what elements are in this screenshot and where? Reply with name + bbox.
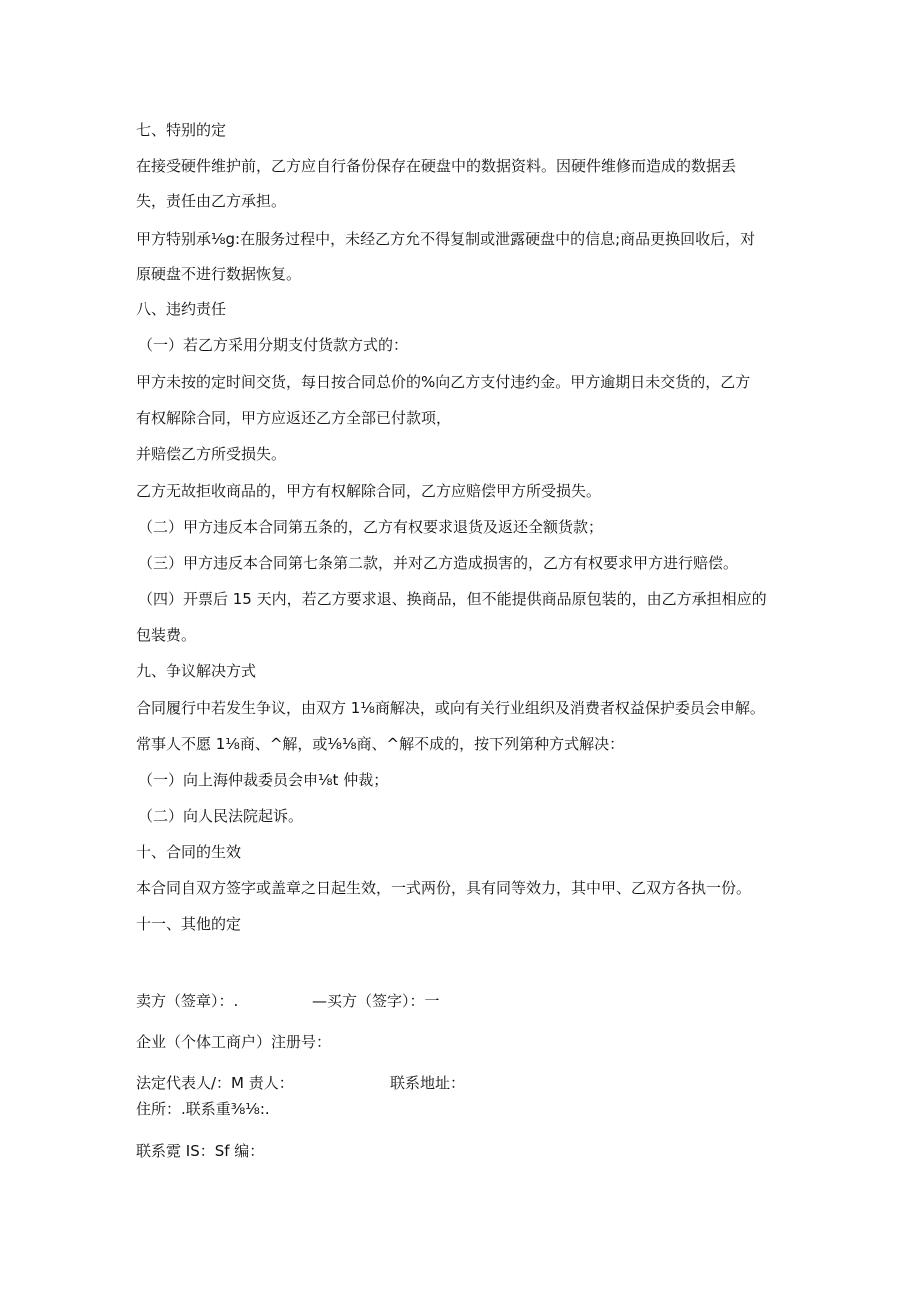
contact-address-label: 联系地址： <box>390 1074 466 1092</box>
paragraph-line: 有权解除合同，甲方应返还乙方全部已付款项， <box>136 409 452 427</box>
paragraph-line: 包装费。 <box>136 626 197 644</box>
contact-postcode-label: 联系霓 IS：Sf 编： <box>136 1142 265 1160</box>
seller-signature-label: 卖方（签章）：. <box>136 992 239 1010</box>
paragraph-line: 本合同自双方签字或盖章之日起生效，一式两份，具有同等效力，其中甲、乙双方各执一份。 <box>136 879 752 897</box>
section-heading-breach: 八、违约责任 <box>136 300 227 318</box>
clause-item: （二）甲方违反本合同第五条的，乙方有权要求退货及返还全额货款； <box>138 518 604 536</box>
section-heading-effect: 十、合同的生效 <box>136 843 242 861</box>
paragraph-line: 甲方特别承⅛g:在服务过程中，未经乙方允不得复制或泄露硬盘中的信息;商品更换回收后，对 <box>136 230 756 248</box>
paragraph-line: 原硬盘不进行数据恢复。 <box>136 265 302 283</box>
paragraph-line: 在接受硬件维护前，乙方应自行备份保存在硬盘中的数据资料。因硬件维修而造成的数据丢 <box>136 157 737 175</box>
paragraph-line: 乙方无故拒收商品的，甲方有权解除合同，乙方应赔偿甲方所受损失。 <box>136 482 602 500</box>
paragraph-line: 常事人不愿 1⅛商、^解，或⅛⅛商、^解不成的，按下列第种方式解决： <box>136 735 625 753</box>
clause-item: （一）向上海仲裁委员会申⅛t 仲裁； <box>138 771 389 789</box>
section-heading-dispute: 九、争议解决方式 <box>136 662 257 680</box>
paragraph-line: 甲方未按的定时间交货，每日按合同总价的%向乙方支付违约金。甲方逾期日未交货的，乙方 <box>136 373 751 391</box>
section-heading-other: 十一、其他的定 <box>136 915 242 933</box>
section-heading-special-terms: 七、特别的定 <box>136 121 227 139</box>
clause-item: （三）甲方违反本合同第七条第二款，并对乙方造成损害的，乙方有权要求甲方进行赔偿。 <box>138 554 739 572</box>
paragraph-line: 失，责任由乙方承担。 <box>136 192 287 210</box>
clause-item: （二）向人民法院起诉。 <box>138 807 304 825</box>
paragraph-line: 合同履行中若发生争议，由双方 1⅛商解决，或向有关行业组织及消费者权益保护委员会申解。 <box>136 699 765 717</box>
residence-label: 住所：.联系重⅜⅛:. <box>136 1100 270 1118</box>
registration-number-label: 企业（个体工商户）注册号： <box>136 1033 332 1051</box>
buyer-signature-label: —买方（签字）：一 <box>312 992 440 1010</box>
clause-item: （四）开票后 15 天内，若乙方要求退、换商品，但不能提供商品原包装的，由乙方承担相应的 <box>138 590 767 608</box>
paragraph-line: 并赔偿乙方所受损失。 <box>136 445 287 463</box>
clause-item: （一）若乙方采用分期支付货款方式的： <box>138 336 409 354</box>
legal-representative-label: 法定代表人/：M 责人： <box>136 1074 294 1092</box>
